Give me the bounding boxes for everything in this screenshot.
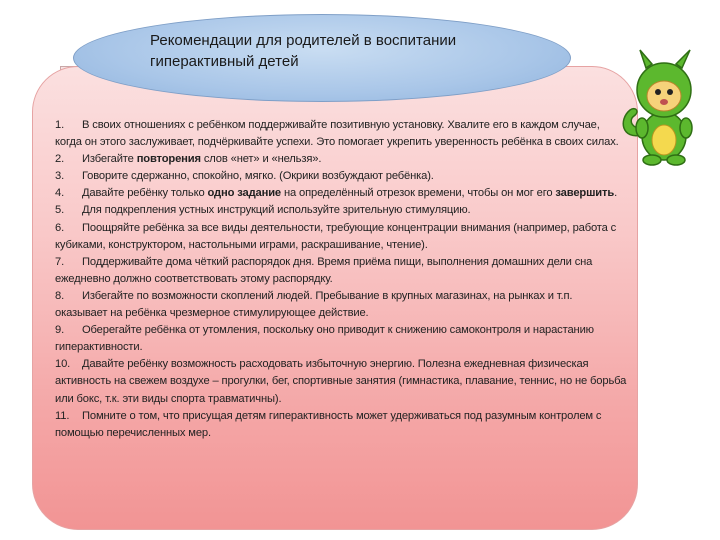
item-emphasis: повторения xyxy=(136,153,201,166)
item-text: . xyxy=(614,187,618,200)
item-emphasis: завершить xyxy=(555,187,615,200)
item-text: Помните о том, что присущая детям гиперактивность может удерживаться под разумным контролем с помощью перечисленных мер. xyxy=(55,409,602,439)
recommendations-list xyxy=(55,117,627,442)
item-number: 4. xyxy=(55,187,65,200)
item-text: Избегайте по возможности скоплений людей. Пребывание в крупных магазинах, на рынках и т.п. оказывает на ребёнка чрезмерное стимулирующее действие. xyxy=(55,289,573,320)
item-number: 9. xyxy=(55,324,65,337)
item-text: Давайте ребёнку только xyxy=(82,187,208,200)
recommendation-item xyxy=(55,185,627,202)
item-number: 5. xyxy=(55,204,65,217)
recommendation-item xyxy=(55,408,627,442)
recommendation-item xyxy=(55,220,627,254)
item-number: 1. xyxy=(55,119,65,131)
item-text: Поддерживайте дома чёткий распорядок дня. Время приёма пищи, выполнения домашних дели сна ежедневно должно соответствовать этому распорядку. xyxy=(55,255,593,285)
title-line-1: Рекомендации для родителей в воспитании xyxy=(150,32,457,49)
item-number: 11. xyxy=(55,409,70,422)
item-number: 2. xyxy=(55,153,65,166)
item-number: 6. xyxy=(55,221,65,234)
title-line-2: гиперактивный детей xyxy=(150,53,299,70)
recommendation-item xyxy=(55,151,627,168)
page-title xyxy=(150,30,550,72)
item-text: Говорите сдержанно, спокойно, мягко. (Окрики возбуждают ребёнка). xyxy=(82,170,434,183)
item-number: 3. xyxy=(55,170,65,183)
item-text: Оберегайте ребёнка от утомления, поскольку оно приводит к снижению самоконтроля и нарастанию гиперактивности. xyxy=(55,324,594,354)
item-number: 8. xyxy=(55,289,65,302)
recommendation-item xyxy=(55,168,627,185)
item-text: Для подкрепления устных инструкций используйте зрительную стимуляцию. xyxy=(82,204,471,217)
item-text: Поощряйте ребёнка за все виды деятельности, требующие концентрации внимания (например, работа с кубиками, конструктором, настольными играми, раскрашивание, чтение). xyxy=(55,221,617,251)
item-text: Избегайте xyxy=(82,153,137,166)
recommendation-item xyxy=(55,202,627,219)
item-text: слов «нет» и «нельзя». xyxy=(200,153,322,166)
item-number: 7. xyxy=(55,255,65,268)
recommendation-item xyxy=(55,322,627,356)
item-text: В своих отношениях с ребёнком поддерживайте позитивную установку. Хвалите его в каждом случае, когда он этого заслуживает, подчёркивайте успехи. Это помогает укрепить уверенность ребёнка в своих силах. xyxy=(55,119,619,149)
recommendation-item xyxy=(55,254,627,288)
item-emphasis: одно задание xyxy=(207,187,282,200)
recommendation-item xyxy=(55,288,627,322)
item-number: 10. xyxy=(55,358,71,371)
item-text: Давайте ребёнку возможность расходовать избыточную энергию. Полезна ежедневная физическая активность на свежем воздухе – прогулки, бег, спортивные занятия (гимнастика, плавание, теннис, но не борьба или бокс, т.к. эти виды спорта травматичны). xyxy=(55,358,627,405)
item-text: на определённый отрезок времени, чтобы он мог его xyxy=(281,187,556,200)
recommendation-item xyxy=(55,117,627,151)
recommendation-item xyxy=(55,356,627,407)
dragon-mascot-icon xyxy=(612,40,708,170)
